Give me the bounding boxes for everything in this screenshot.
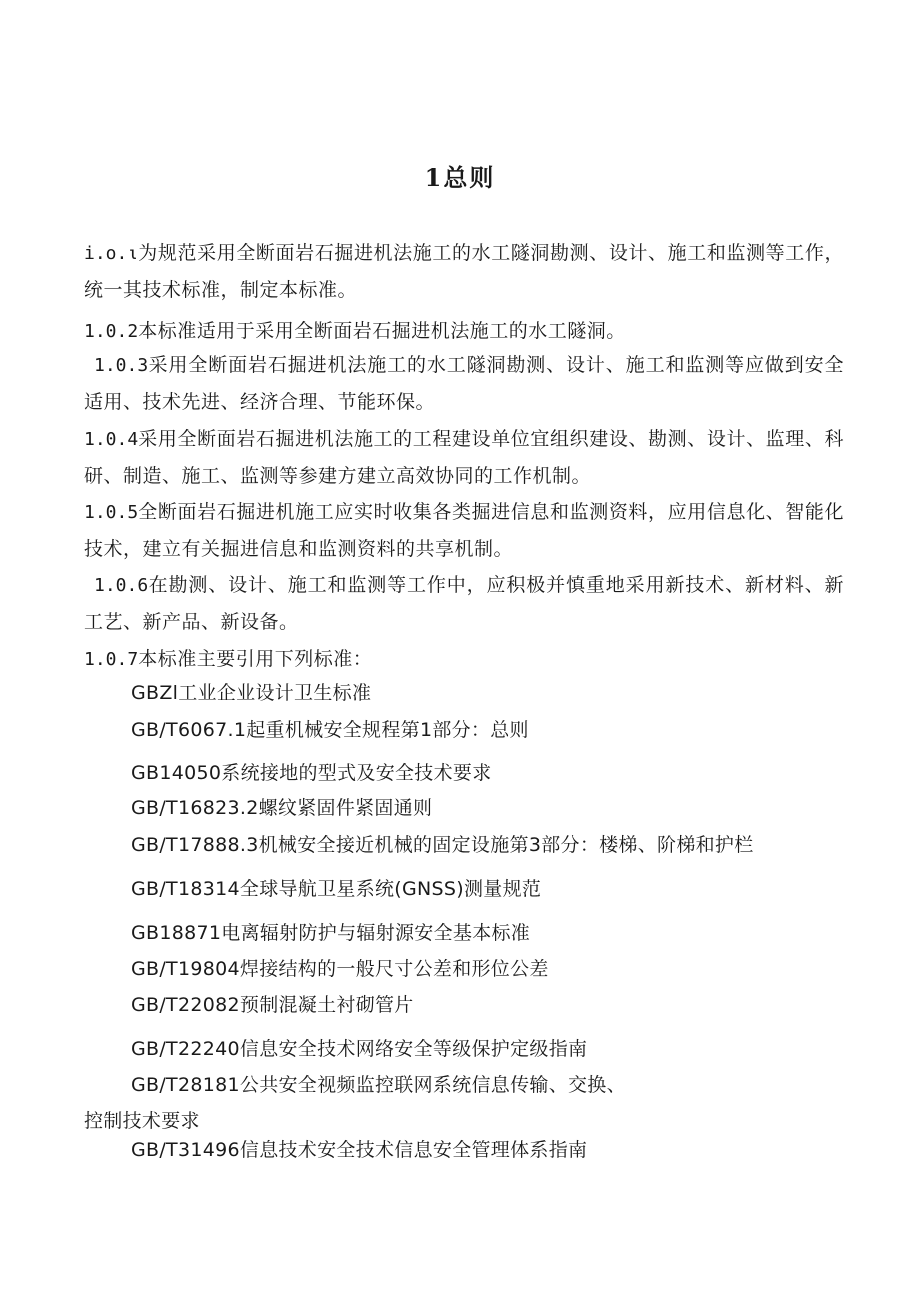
chapter-title: 1总则 — [424, 163, 496, 192]
reference-item-continuation: 控制技术要求 — [84, 1110, 200, 1132]
reference-item: GB/T17888.3机械安全接近机械的固定设施第3部分：楼梯、阶梯和护栏 — [131, 834, 754, 856]
reference-item: GB/T22082预制混凝土衬砌管片 — [131, 994, 414, 1016]
reference-item: GB/T16823.2螺纹紧固件紧固通则 — [131, 797, 433, 819]
clause-number: i.o.ι — [84, 243, 139, 264]
clause-text: 采用全断面岩石掘进机法施工的工程建设单位宜组织建设、勘测、设计、监理、科研、制造、施工、监测等参建方建立高效协同的工作机制。 — [84, 428, 844, 487]
clause-1-0-3 — [84, 347, 844, 421]
clause-1-0-2 — [84, 313, 844, 350]
clause-text: 采用全断面岩石掘进机法施工的水工隧洞勘测、设计、施工和监测等应做到安全适用、技术先进、经济合理、节能环保。 — [84, 354, 844, 413]
clause-number: 1.0.7 — [84, 649, 139, 670]
clause-1-0-6 — [84, 567, 844, 641]
reference-item: GB/T6067.1起重机械安全规程第1部分：总则 — [131, 719, 529, 741]
reference-item: GB14050系统接地的型式及安全技术要求 — [131, 762, 492, 784]
clause-1-0-5 — [84, 494, 844, 568]
clause-number: 1.0.6 — [94, 575, 149, 596]
reference-item: GB/T18314全球导航卫星系统(GNSS)测量规范 — [131, 878, 542, 900]
clause-1-0-7 — [84, 641, 844, 678]
clause-text: 全断面岩石掘进机施工应实时收集各类掘进信息和监测资料，应用信息化、智能化技术，建立有关掘进信息和监测资料的共享机制。 — [84, 501, 844, 560]
reference-item: GBZl工业企业设计卫生标准 — [131, 682, 372, 704]
clause-number: 1.0.3 — [94, 355, 149, 376]
clause-text: 本标准适用于采用全断面岩石掘进机法施工的水工隧洞。 — [138, 320, 626, 342]
reference-item: GB/T22240信息安全技术网络安全等级保护定级指南 — [131, 1038, 588, 1060]
clause-number: 1.0.2 — [84, 321, 139, 342]
reference-item: GB18871电离辐射防护与辐射源安全基本标准 — [131, 922, 531, 944]
reference-item: GB/T28181公共安全视频监控联网系统信息传输、交换、 — [131, 1074, 626, 1096]
clause-number: 1.0.4 — [84, 429, 139, 450]
clause-text: 为规范采用全断面岩石掘进机法施工的水工隧洞勘测、设计、施工和监测等工作，统一其技术标准，制定本标准。 — [84, 242, 844, 301]
clause-text: 在勘测、设计、施工和监测等工作中，应积极并慎重地采用新技术、新材料、新工艺、新产品、新设备。 — [84, 574, 844, 633]
reference-item: GB/T31496信息技术安全技术信息安全管理体系指南 — [131, 1139, 588, 1161]
reference-item: GB/T19804焊接结构的一般尺寸公差和形位公差 — [131, 958, 549, 980]
clause-text: 本标准主要引用下列标准： — [138, 648, 373, 670]
clause-1-0-4 — [84, 421, 844, 495]
clause-number: 1.0.5 — [84, 502, 139, 523]
clause-1-0-1 — [84, 235, 844, 309]
